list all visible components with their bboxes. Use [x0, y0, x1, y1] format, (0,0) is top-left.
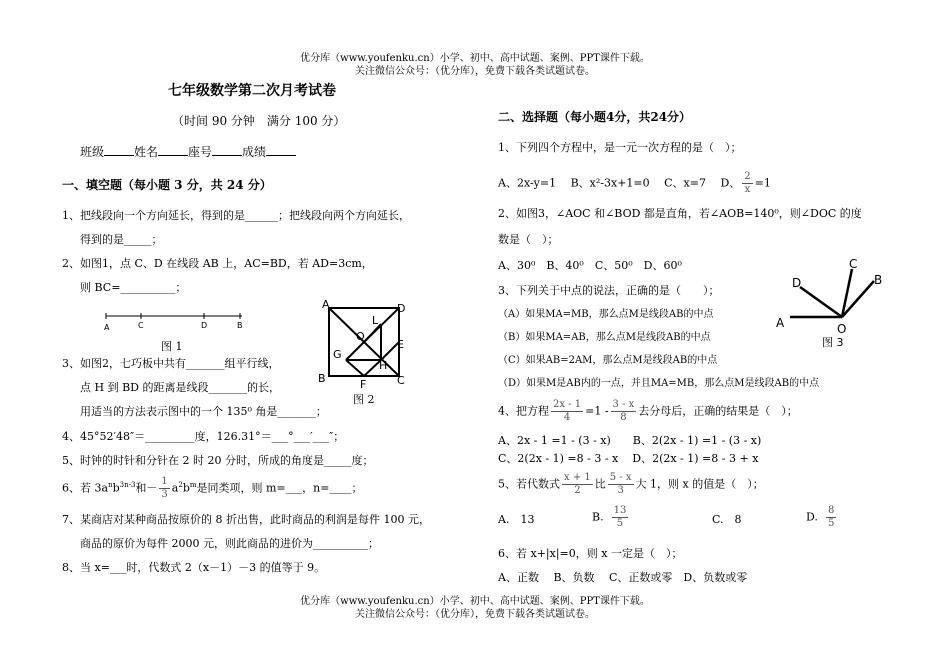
- figure-2-tangram: [315, 296, 415, 406]
- s2-q4-option-c: C、2(2x - 1) =8 - 3 - x: [498, 452, 619, 465]
- fig2-label-b: B: [318, 372, 326, 385]
- fig2-label-d: D: [397, 302, 406, 315]
- s2-q5-optb-num: 13: [613, 505, 627, 516]
- section-2-title: 二、选择题（每小题4分，共24分）: [498, 110, 692, 124]
- info-seat-label: 座号: [188, 145, 213, 159]
- s2-q5-option-c: C. 8: [712, 513, 742, 526]
- s2-q4-frac-1: [551, 399, 583, 424]
- s1-q6-mid2: 和－: [135, 481, 158, 495]
- seat-blank: [212, 155, 242, 156]
- s2-q4-frac-2: [611, 399, 637, 424]
- fig2-label-h: H: [379, 359, 388, 372]
- s2-q4-f1-num: 2x - 1: [553, 399, 582, 410]
- fig1-label-c: C: [138, 321, 144, 330]
- s1-q6-mid1: b: [112, 481, 120, 495]
- s1-q2-line-b: 则 BC=__________；: [80, 281, 187, 294]
- s2-q4-option-a: A、2x - 1 =1 - (3 - x): [498, 434, 611, 447]
- s1-q6-mid4: b: [182, 481, 190, 495]
- s2-q6: 6、若 x+|x|=0，则 x 一定是（ ）；: [498, 547, 683, 560]
- s2-q5-f2-num: 5 - x: [609, 472, 632, 483]
- s1-q3-line-b: 点 H 到 BD 的距离是线段_______的长，: [80, 381, 280, 394]
- s2-q3-option-a: （A）如果MA=MB，那么点M是线段AB的中点: [498, 309, 714, 320]
- fig2-label-a: A: [322, 298, 330, 311]
- s1-q6-sup2: 3n-3: [119, 480, 136, 489]
- fig1-label-a: A: [104, 323, 110, 332]
- s2-q5-frac-2: [608, 472, 634, 497]
- fig2-label-e: E: [397, 338, 404, 351]
- s2-q1-frac-num: 2: [744, 171, 751, 182]
- s1-q6-sup1: n: [108, 480, 113, 489]
- s2-q4-f2-num: 3 - x: [612, 399, 635, 410]
- s2-q5-option-d-label: D.: [806, 510, 818, 524]
- section-1-title: 一、填空题（每小题 3 分，共 24 分）: [62, 178, 272, 192]
- s2-q4-post: 去分母后，正确的结果是（ ）；: [638, 404, 798, 418]
- s2-q2-line-a: 2、如图3，∠AOC 和∠BOD 都是直角，若∠AOB=140⁰，则∠DOC 的度: [498, 207, 862, 220]
- s2-q1-options: [498, 171, 771, 196]
- s2-q3-option-c: （C）如果AB=2AM，那么点M是线段AB的中点: [498, 355, 718, 366]
- s2-q4: [498, 399, 798, 424]
- s1-q6-frac-num: 1: [161, 476, 168, 487]
- s2-q5-option-a: A. 13: [498, 513, 535, 526]
- header-line-2: 关注微信公众号：（优分库），免费下载各类试题试卷。: [355, 66, 595, 77]
- figure-1-caption: 图 1: [161, 340, 183, 353]
- fig2-label-c: C: [397, 374, 405, 387]
- s2-q5-mid: 比: [594, 477, 606, 491]
- s1-q1-line-b: 得到的是_____；: [80, 233, 163, 246]
- s2-q5-optb-den: 5: [616, 518, 624, 529]
- s2-q2-options: A、30⁰ B、40⁰ C、50⁰ D、60⁰: [498, 259, 682, 272]
- s1-q6-sup3: 2: [178, 480, 183, 489]
- figure-2-caption: 图 2: [353, 393, 375, 406]
- s1-q6-pre: 6、若 3a: [62, 481, 109, 495]
- s2-q4-f1-den: 4: [563, 412, 571, 423]
- s2-q1: 1、下列四个方程中，是一元一次方程的是（ ）；: [498, 141, 742, 154]
- s1-q3-line-a: 3、如图2，七巧板中共有_______组平行线，: [62, 357, 280, 370]
- fig2-label-g: G: [333, 348, 342, 361]
- s2-q4-options-ab: [498, 432, 761, 448]
- s2-q1-tail: =1: [754, 176, 771, 190]
- s1-q6-fraction: [159, 476, 169, 501]
- info-score-label: 成绩: [242, 145, 267, 159]
- figure-3-caption: 图 3: [822, 336, 844, 349]
- info-class-label: 班级: [80, 145, 105, 159]
- s2-q5-option-d-frac: [826, 505, 836, 530]
- s2-q5-f1-num: x + 1: [564, 472, 591, 483]
- s2-q4-options-cd: [498, 450, 758, 466]
- s2-q4-option-b: B、2(2x - 1) =1 - (3 - x): [632, 434, 762, 447]
- class-blank: [104, 155, 134, 156]
- s1-q8: 8、当 x=___时，代数式 2（x－1）－3 的值等于 9。: [62, 561, 326, 574]
- s1-q6: [62, 476, 362, 501]
- s1-q4: 4、45°52′48″＝_________度，126.31°＝___°___′___″；: [62, 430, 345, 443]
- s2-q5-post: 大 1，则 x 的值是（ ）；: [635, 477, 764, 491]
- s2-q5-pre: 5、若代数式: [498, 477, 560, 491]
- s1-q6-mid3: a: [171, 481, 179, 495]
- s2-q4-pre: 4、把方程: [498, 404, 549, 418]
- fig3-label-o: O: [837, 322, 847, 336]
- s2-q5-option-d: [806, 505, 838, 530]
- s1-q1-line-a: 1、把线段向一个方向延长，得到的是______；把线段向两个方向延长，: [62, 209, 410, 222]
- name-blank: [158, 155, 188, 156]
- s1-q5: 5、时钟的时针和分针在 2 时 20 分时，所成的角度是_____度；: [62, 454, 374, 467]
- fig3-label-c: C: [849, 257, 858, 271]
- s2-q3-option-d: （D）如果M是AB内的一点，并且MA=MB，那么点M是线段AB的中点: [498, 378, 820, 389]
- s1-q7-line-a: 7、某商店对某种商品按原价的 8 折出售，此时商品的利润是每件 100 元，: [62, 513, 430, 526]
- s2-q1-opts-text: A、2x-y=1 B、x²-3x+1=0 C、x=7 D、: [498, 176, 741, 190]
- footer-line-2: 关注微信公众号：（优分库），免费下载各类试题试卷。: [355, 609, 595, 620]
- s2-q5-f2-den: 3: [617, 485, 624, 496]
- info-name-label: 姓名: [134, 145, 159, 159]
- s2-q5-optd-num: 8: [827, 505, 835, 516]
- s2-q6-options: A、正数 B、负数 C、正数或零 D、负数或零: [498, 571, 748, 584]
- s2-q5-option-b: [592, 505, 630, 530]
- score-blank: [266, 155, 296, 156]
- s2-q5-optd-den: 5: [827, 518, 835, 529]
- page-title: 七年级数学第二次月考试卷: [168, 83, 336, 99]
- s2-q2-line-b: 数是（ ）；: [498, 233, 559, 246]
- student-info: [80, 143, 296, 160]
- fig1-label-d: D: [201, 321, 208, 330]
- header-line-1: 优分库（www.youfenku.cn）小学、初中、高中试题、案例、PPT课件下载。: [300, 53, 650, 64]
- s2-q3-option-b: （B）如果MA=AB，那么点M是线段AB的中点: [498, 332, 711, 343]
- s2-q5-option-b-label: B.: [592, 510, 604, 524]
- footer-line-1: 优分库（www.youfenku.cn）小学、初中、高中试题、案例、PPT课件下载。: [300, 596, 650, 607]
- s2-q5-frac-1: [562, 472, 593, 497]
- s2-q5-option-b-frac: [612, 505, 629, 530]
- fig2-label-l: L: [372, 314, 379, 327]
- s2-q4-mid: =1 -: [585, 404, 609, 418]
- s1-q3-line-c: 用适当的方法表示图中的一个 135⁰ 角是_______；: [80, 405, 327, 418]
- s2-q5-f1-den: 2: [574, 485, 581, 496]
- s1-q6-frac-den: 3: [161, 489, 168, 500]
- s2-q1-fraction: [742, 171, 752, 196]
- s2-q4-f2-den: 8: [620, 412, 627, 423]
- s2-q5: [498, 472, 764, 497]
- s1-q2-line-a: 2、如图1，点 C、D 在线段 AB 上，AC=BD，若 AD=3cm，: [62, 257, 373, 270]
- s1-q6-post: 是同类项，则 m=___，n=____；: [196, 481, 363, 495]
- exam-subtitle: （时间 90 分钟 满分 100 分）: [172, 114, 346, 128]
- s1-q7-line-b: 商品的原价为每件 2000 元，则此商品的进价为__________；: [80, 537, 379, 550]
- fig2-label-o: O: [356, 330, 365, 343]
- fig3-label-d: D: [792, 276, 802, 290]
- s2-q1-frac-den: x: [744, 184, 751, 195]
- s1-q6-sup4: m: [189, 480, 197, 489]
- s2-q4-option-d: D、2(2x - 1) =8 - 3 + x: [632, 452, 759, 465]
- fig1-label-b: B: [237, 321, 243, 330]
- s2-q3: 3、下列关于中点的说法，正确的是（ ）；: [498, 284, 720, 297]
- fig3-label-a: A: [776, 316, 785, 330]
- fig3-label-b: B: [874, 273, 883, 287]
- fig2-label-f: F: [360, 378, 367, 391]
